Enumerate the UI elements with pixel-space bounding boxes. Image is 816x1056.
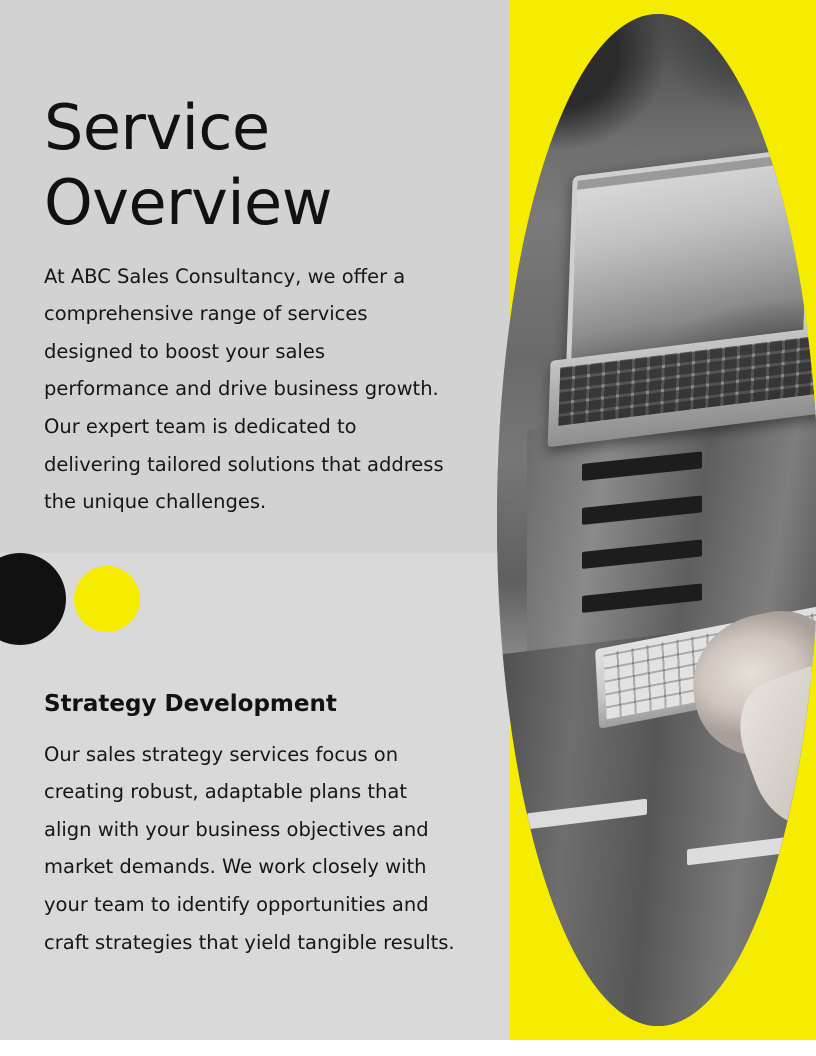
- stand-slot: [582, 495, 702, 525]
- oval-photo: [497, 14, 816, 1026]
- intro-paragraph: At ABC Sales Consultancy, we offer a comprehensive range of services designed to boost your sales performance and drive business growth. Our expert team is dedicated to delivering tailored solutions that address the unique challenges.: [44, 264, 444, 514]
- section-body: Our sales strategy services focus on creating robust, adaptable plans that align with your business objectives and market demands. We work closely with your team to identify opportunities and craft strategies that yield tangible results.: [44, 742, 455, 954]
- decorative-dots: [0, 553, 140, 645]
- page-bottom-margin: [0, 1040, 816, 1056]
- page-title: Service Overview: [44, 90, 332, 240]
- stand-slot: [582, 451, 702, 481]
- yellow-circle-icon: [74, 566, 140, 632]
- black-circle-icon: [0, 553, 66, 645]
- section-heading: Strategy Development: [44, 691, 337, 718]
- stand-slot: [582, 539, 702, 569]
- stand-slot: [582, 583, 702, 613]
